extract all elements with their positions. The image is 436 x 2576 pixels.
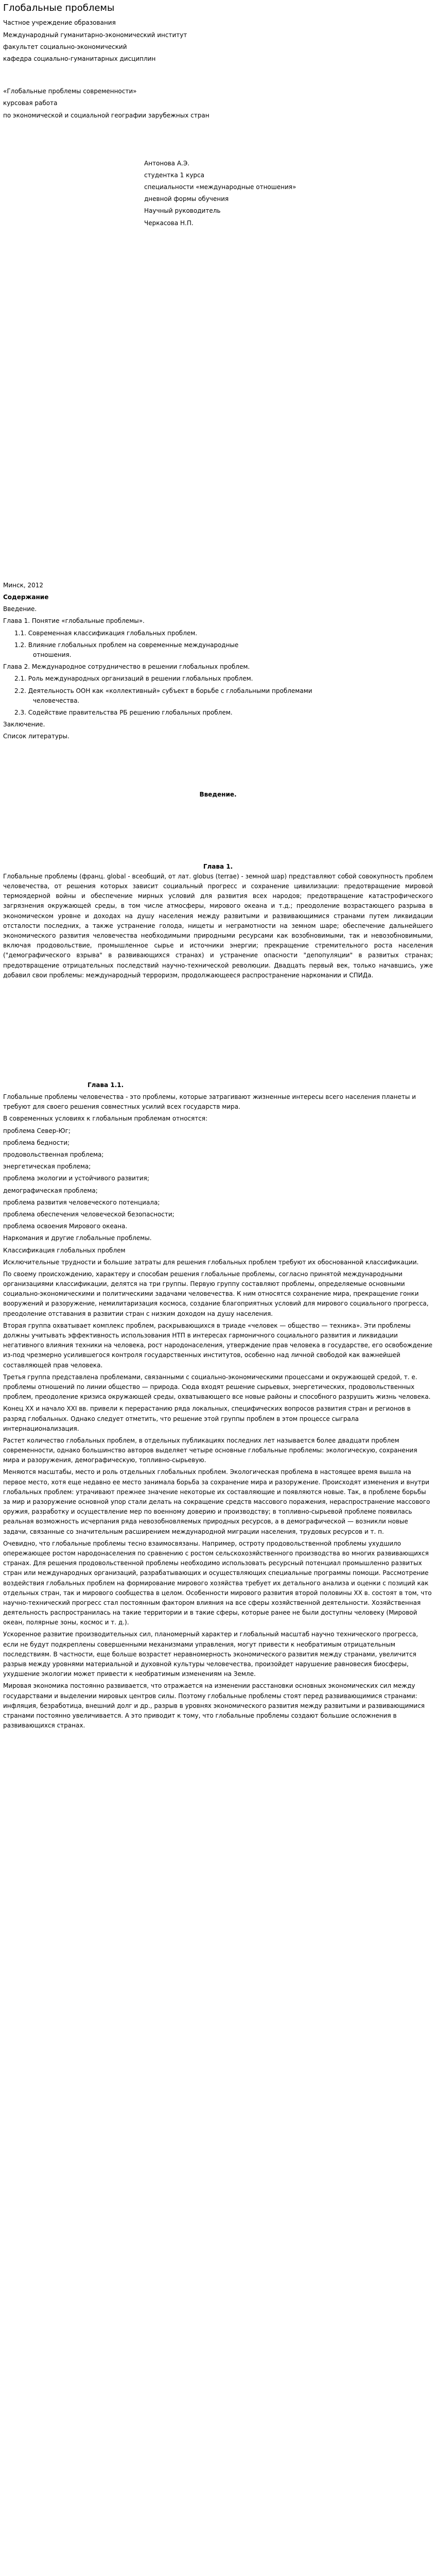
toc-item: Заключение. bbox=[3, 721, 45, 728]
signature-line: дневной формы обучения bbox=[144, 195, 229, 203]
list-item: энергетическая проблема; bbox=[3, 1163, 91, 1171]
paragraph: Ускоренное развитие производительных сил, планомерный характер и глобальный масштаб научно технического прогресса, если не будут подкреплены совершенными механизмами управления, могут привести к необратимым отрицательным последствиям. В частности, еще больше возрастет неравномерность экономического развития между странами, увеличится разрыв между уровнями материальной и духовной культуры человечества, произойдет нарушение равновесия биосферы, ухудшение экологии может привести к необратимым изменениям на Земле. bbox=[3, 1631, 418, 1678]
org-block bbox=[0, 18, 436, 64]
list-item: проблема обеспечения человеческой безопасности; bbox=[3, 1210, 175, 1218]
org-line: кафедра социально-гуманитарных дисциплин bbox=[3, 55, 156, 62]
list-item: проблема освоения Мирового океана. bbox=[3, 1223, 128, 1230]
toc-item: 1.1. Современная классификация глобальных проблем. bbox=[14, 629, 198, 637]
list-item: проблема экологии и устойчивого развития; bbox=[3, 1175, 149, 1182]
org-line: факультет социально-экономический bbox=[3, 43, 127, 50]
paragraph: Растет количество глобальных проблем, в отдельных публикациях последних лет называется более двадцати проблем современности, однако большинство авторов выделяет четыре основные глобальные проблемы: экологическую, сохранения мира и разоружения, демографическую, топливно-сырьевую. bbox=[3, 1436, 417, 1464]
paragraph: Мировая экономика постоянно развивается, что отражается на изменении расстановки основных экономических сил между государствами и выделении мировых центров силы. Поэтому глобальные проблемы стоят перед развивающимися странами: инфляция, безработица, внешний долг и др., разрыв в уровнях экономического развития между развитыми и развивающимися странами постоянно увеличивается. А это приводит к тому, что глобальные проблемы создают большие осложнения в развивающихся странах. bbox=[3, 1682, 425, 1730]
table-of-contents bbox=[0, 592, 436, 741]
paragraph: Очевидно, что глобальные проблемы тесно взаимосвязаны. Например, остроту продовольственной проблемы ухудшило опережающее ростом народонаселения по сравнению с ростом сельскохозяйственного производства во многих развивающихся странах. Для решения продовольственной проблемы необходимо использовать ресурсный потенциал промышленно развитых стран или международных организаций, разрабатывающих и осуществляющих специальные программы помощи. Рассмотрение воздействия глобальных проблем на формирование мирового хозяйства требует их детального анализа и оценки с позиций как отдельных стран, так и мирового сообщества в целом. Особенности мирового развития второй половины XX в. состоят в том, что научно-технический прогресс стал постоянным фактором влияния на все сферы хозяйственной деятельности. Хозяйственная деятельность распространилась на такие территории и в такие сферы, которые ранее не были доступны человеку (Мировой океан, полярные зоны, космос и т. д.). bbox=[3, 1539, 432, 1626]
toc-item: Глава 1. Понятие «глобальные проблемы». bbox=[3, 617, 145, 625]
spacer bbox=[0, 123, 436, 159]
paragraph: Меняются масштабы, место и роль отдельных глобальных проблем. Экологическая проблема в настоящее время вышла на первое место, хотя еще недавно ее место занимала борьба за сохранение мира и разоружение. Происходят изменения и внутри глобальных проблем: утрачивают прежнее значение некоторые их составляющие и появляются новые. Так, в проблеме борьбы за мир и разоружение основной упор стали делать на сокращение средств массового поражения, нераспространение массового оружия, разработку и осуществление мер по военному доверию и производству; в топливно-сырьевой проблеме появилась реальная возможность исчерпания ряда невозобновляемых природных ресурсов, а в демографической — возникли новые задачи, связанные со значительным расширением международной миграции населения, трудовых ресурсов и т. п. bbox=[3, 1468, 430, 1535]
toc-item: 2.1. Роль международных организаций в решении глобальных проблем. bbox=[14, 675, 253, 683]
intro-heading: Введение. bbox=[199, 791, 237, 799]
subheading: Классификация глобальных проблем bbox=[3, 1246, 126, 1254]
signature-line: Научный руководитель bbox=[144, 207, 221, 215]
spacer bbox=[0, 66, 436, 87]
list-item: проблема Север-Юг; bbox=[3, 1127, 71, 1134]
list-item: проблема бедности; bbox=[3, 1139, 70, 1146]
org-line: Международный гуманитарно-экономический институт bbox=[3, 31, 187, 39]
toc-item: отношения. bbox=[33, 651, 72, 658]
work-block bbox=[0, 87, 436, 121]
paragraph: Конец XX и начало XXI вв. привели к перерастанию ряда локальных, специфических вопросов развития стран и регионов в разряд глобальных. Однако следует отметить, что решение этой группы проблем в этом процессе сыграла интернационализация. bbox=[3, 1405, 411, 1432]
paragraph: По своему происхождению, характеру и способам решения глобальные проблемы, согласно принятой международными организациями классификации, делятся на три группы. Первую группу составляют проблемы, определяемые основными социально-экономическими и политическими задачами человечества. К ним относятся сохранение мира, прекращение гонки вооружений и разоружение, немилитаризация космоса, создание благоприятных условий для мирового социального прогресса, преодоление отставания в развитии стран с низким доходом на душу населения. bbox=[3, 1270, 429, 1317]
signature-line: специальности «международные отношения» bbox=[144, 183, 297, 191]
page-title: Глобальные проблемы bbox=[3, 3, 115, 13]
spacer bbox=[0, 982, 436, 1080]
toc-item: 2.3. Содействие правительства РБ решению глобальных проблем. bbox=[14, 708, 233, 716]
work-type: курсовая работа bbox=[3, 99, 58, 107]
paragraph: Третья группа представлена проблемами, связанными с социально-экономическими процессами и окружающей средой, т. е. проблемы отношений по линии общество — природа. Сюда входят решение сырьевых, энергетических, продовольственных проблем, преодоление кризиса окружающей среды, охватывающего все новые районы и способного разрушить жизнь человека. bbox=[3, 1373, 431, 1401]
paragraph: Глобальные проблемы человечества - это проблемы, которые затрагивают жизненные интересы всего населения планеты и требуют для своего решения совместных усилий всех государств мира. bbox=[3, 1093, 416, 1111]
document-page bbox=[0, 2, 436, 1731]
chapter1-heading: Глава 1. bbox=[203, 862, 233, 870]
paragraph: Исключительные трудности и большие затраты для решения глобальных проблем требуют их обоснованной классификации. bbox=[3, 1258, 419, 1266]
spacer bbox=[0, 800, 436, 862]
signature-block bbox=[144, 159, 436, 228]
paragraph: В современных условиях к глобальным проблемам относятся: bbox=[3, 1115, 208, 1123]
toc-heading: Содержание bbox=[3, 594, 49, 601]
signature-line: Черкасова Н.П. bbox=[144, 219, 194, 227]
list-item: демографическая проблема; bbox=[3, 1187, 98, 1194]
work-name: «Глобальные проблемы современности» bbox=[3, 88, 137, 95]
toc-item: Глава 2. Международное сотрудничество в решении глобальных проблем. bbox=[3, 663, 250, 671]
section11-body bbox=[0, 1092, 436, 1731]
list-item: продовольственная проблема; bbox=[3, 1151, 104, 1159]
list-item: проблема развития человеческого потенциала; bbox=[3, 1198, 160, 1206]
toc-item: Введение. bbox=[3, 605, 37, 613]
signature-line: Антонова А.Э. bbox=[144, 159, 190, 167]
spacer bbox=[0, 743, 436, 790]
section11-heading: Глава 1.1. bbox=[88, 1081, 124, 1089]
toc-item: 1.2. Влияние глобальных проблем на современные международные bbox=[14, 641, 239, 649]
signature-line: студентка 1 курса bbox=[144, 171, 204, 179]
toc-item: 2.2. Деятельность ООН как «коллективный» субъект в борьбе с глобальными проблемами bbox=[14, 687, 312, 694]
list-item: Наркомания и другие глобальные проблемы. bbox=[3, 1234, 152, 1242]
chapter1-paragraph: Глобальные проблемы (франц. global - всеобщий, от лат. globus (terrae) - земной шар) представляют собой совокупность проблем человечества, от решения которых зависит социальный прогресс и сохранение цивилизации: предотвращение мировой термоядерной войны и обеспечение мирных условий для развития всех народов; предотвращение катастрофического загрязнения окружающей среды, в том числе атмосферы, мирового океана и т.д.; преодоление возрастающего разрыва в экономическом уровне и доходах на душу населения между развитыми и развивающимися странами путем ликвидации отсталости последних, а также устранение голода, нищеты и неграмотности на земном шаре; обеспечение дальнейшего экономического развития человечества необходимыми природными ресурсами как возобновимыми, так и невозобновимыми, включая продовольствие, промышленное сырье и источники энергии; прекращение стремительного роста населения ("демографического взрыва" в развивающихся странах) и устранение опасности "депопуляции" в развитых странах; предотвращение отрицательных последствий научно-технической революции. Двадцать первый век, только начавшись, уже добавил свои проблемы: международный терроризм, продолжающееся распространение наркомании и СПИДа. bbox=[3, 872, 433, 979]
toc-item: человечества. bbox=[33, 697, 80, 704]
work-subject: по экономической и социальной географии зарубежных стран bbox=[3, 111, 210, 119]
toc-item: Список литературы. bbox=[3, 733, 69, 740]
spacer bbox=[0, 230, 436, 581]
paragraph: Вторая группа охватывает комплекс проблем, раскрывающихся в триаде «человек — общество — техника». Эти проблемы должны учитывать эффективность использования НТП в интересах гармоничного социального развития и ликвидации негативного влияния техники на человека, рост народонаселения, утверждение прав человека в государстве, его освобождение из-под чрезмерно усилившегося контроля государственных институтов, особенно над личной свободой как важнейшей составляющей прав человека. bbox=[3, 1321, 433, 1369]
org-line: Частное учреждение образования bbox=[3, 19, 116, 27]
place-year: Минск, 2012 bbox=[3, 581, 44, 589]
